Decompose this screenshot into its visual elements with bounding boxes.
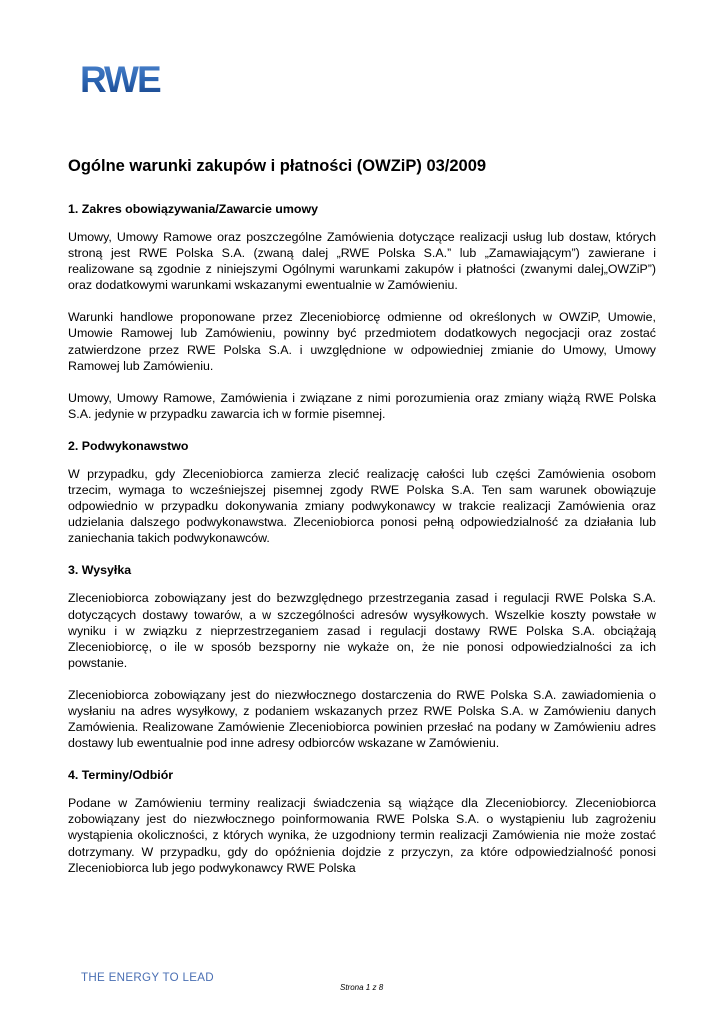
footer-tagline: THE ENERGY TO LEAD [81, 971, 214, 984]
rwe-logo-icon [80, 60, 178, 100]
rwe-logo [80, 60, 178, 100]
page-number: Strona 1 z 8 [340, 983, 384, 992]
paragraph: Podane w Zamówieniu terminy realizacji świadczenia są wiążące dla Zleceniobiorcy. Zleceniobiorca zobowiązany jest do niezwłocznego poinformowania RWE Polska S.A. o wystąpieniu lub zagrożeniu wystąpienia okoliczności, z których wynika, że uzgodniony termin realizacji Zamówienia nie może zostać dotrzymany. W przypadku, gdy do opóźnienia dojdzie z przyczyn, za które odpowiedzialność ponosi Zleceniobiorca lub jego podwykonawcy RWE Polska [68, 796, 656, 875]
logo-wordmark: RWE [80, 60, 160, 100]
paragraph: Umowy, Umowy Ramowe oraz poszczególne Zamówienia dotyczące realizacji usług lub dostaw, których stroną jest RWE Polska S.A. (zwaną dalej „RWE Polska S.A.” lub „Zamawiającym”) zawierane i realizowane są zgodnie z niniejszymi Ogólnymi warunkami zakupów i płatności (zwanymi dalej„OWZiP”) oraz dodatkowymi warunkami wskazanymi ewentualnie w Zamówieniu. [68, 230, 656, 293]
paragraph: Zleceniobiorca zobowiązany jest do bezwzględnego przestrzegania zasad i regulacji RWE Polska S.A. dotyczących dostawy towarów, a w szczególności adresów wysyłkowych. Wszelkie koszty powstałe w wyniku i w związku z nieprzestrzeganiem zasad i regulacji dostawy RWE Polska S.A. obciążają Zleceniobiorcę, o ile w sposób bezsporny nie wykaże on, że nie ponosi odpowiedzialności za ich powstanie. [68, 591, 656, 670]
section-heading: 3. Wysyłka [68, 563, 132, 578]
section-heading: 2. Podwykonawstwo [68, 438, 189, 453]
paragraph: Umowy, Umowy Ramowe, Zamówienia i związane z nimi porozumienia oraz zmiany wiążą RWE Polska S.A. jedynie w przypadku zawarcia ich w formie pisemnej. [68, 390, 656, 421]
document-body [68, 156, 656, 892]
paragraph: Warunki handlowe proponowane przez Zleceniobiorcę odmienne od określonych w OWZiP, Umowie, Umowie Ramowej lub Zamówieniu, powinny być przedmiotem dodatkowych negocjacji oraz zostać zatwierdzone przez RWE Polska S.A. i uwzględnione w odpowiedniej zmianie do Umowy, Umowy Ramowej lub Zamówieniu. [68, 310, 656, 373]
section-shipping [68, 562, 656, 751]
document-title: Ogólne warunki zakupów i płatności (OWZiP) 03/2009 [68, 157, 487, 175]
section-subcontracting [68, 438, 656, 546]
section-deadlines [68, 767, 656, 875]
section-heading: 4. Terminy/Odbiór [68, 768, 174, 783]
paragraph: W przypadku, gdy Zleceniobiorca zamierza zlecić realizację całości lub części Zamówienia osobom trzecim, wymaga to wcześniejszej pisemnej zgody RWE Polska S.A. Ten sam warunek obowiązuje odpowiednio w przypadku dokonywania zmiany podwykonawcy w trakcie realizacji Zamówienia oraz udzielania dalszego podwykonawstwa. Zleceniobiorca ponosi pełną odpowiedzialność za działania lub zaniechania takich podwykonawców. [68, 466, 656, 546]
section-heading: 1. Zakres obowiązywania/Zawarcie umowy [68, 202, 318, 216]
paragraph: Zleceniobiorca zobowiązany jest do niezwłocznego dostarczenia do RWE Polska S.A. zawiadomienia o wysłaniu na adres wysyłkowy, z podaniem wskazanych przez RWE Polska S.A. w Zamówieniu danych Zamówienia. Realizowane Zamówienie Zleceniobiorca powinien przesłać na podany w Zamówieniu adres dostawy lub ewentualnie pod inne adresy odbiorców wskazane w Zamówieniu. [68, 687, 656, 751]
section-scope [68, 201, 656, 422]
